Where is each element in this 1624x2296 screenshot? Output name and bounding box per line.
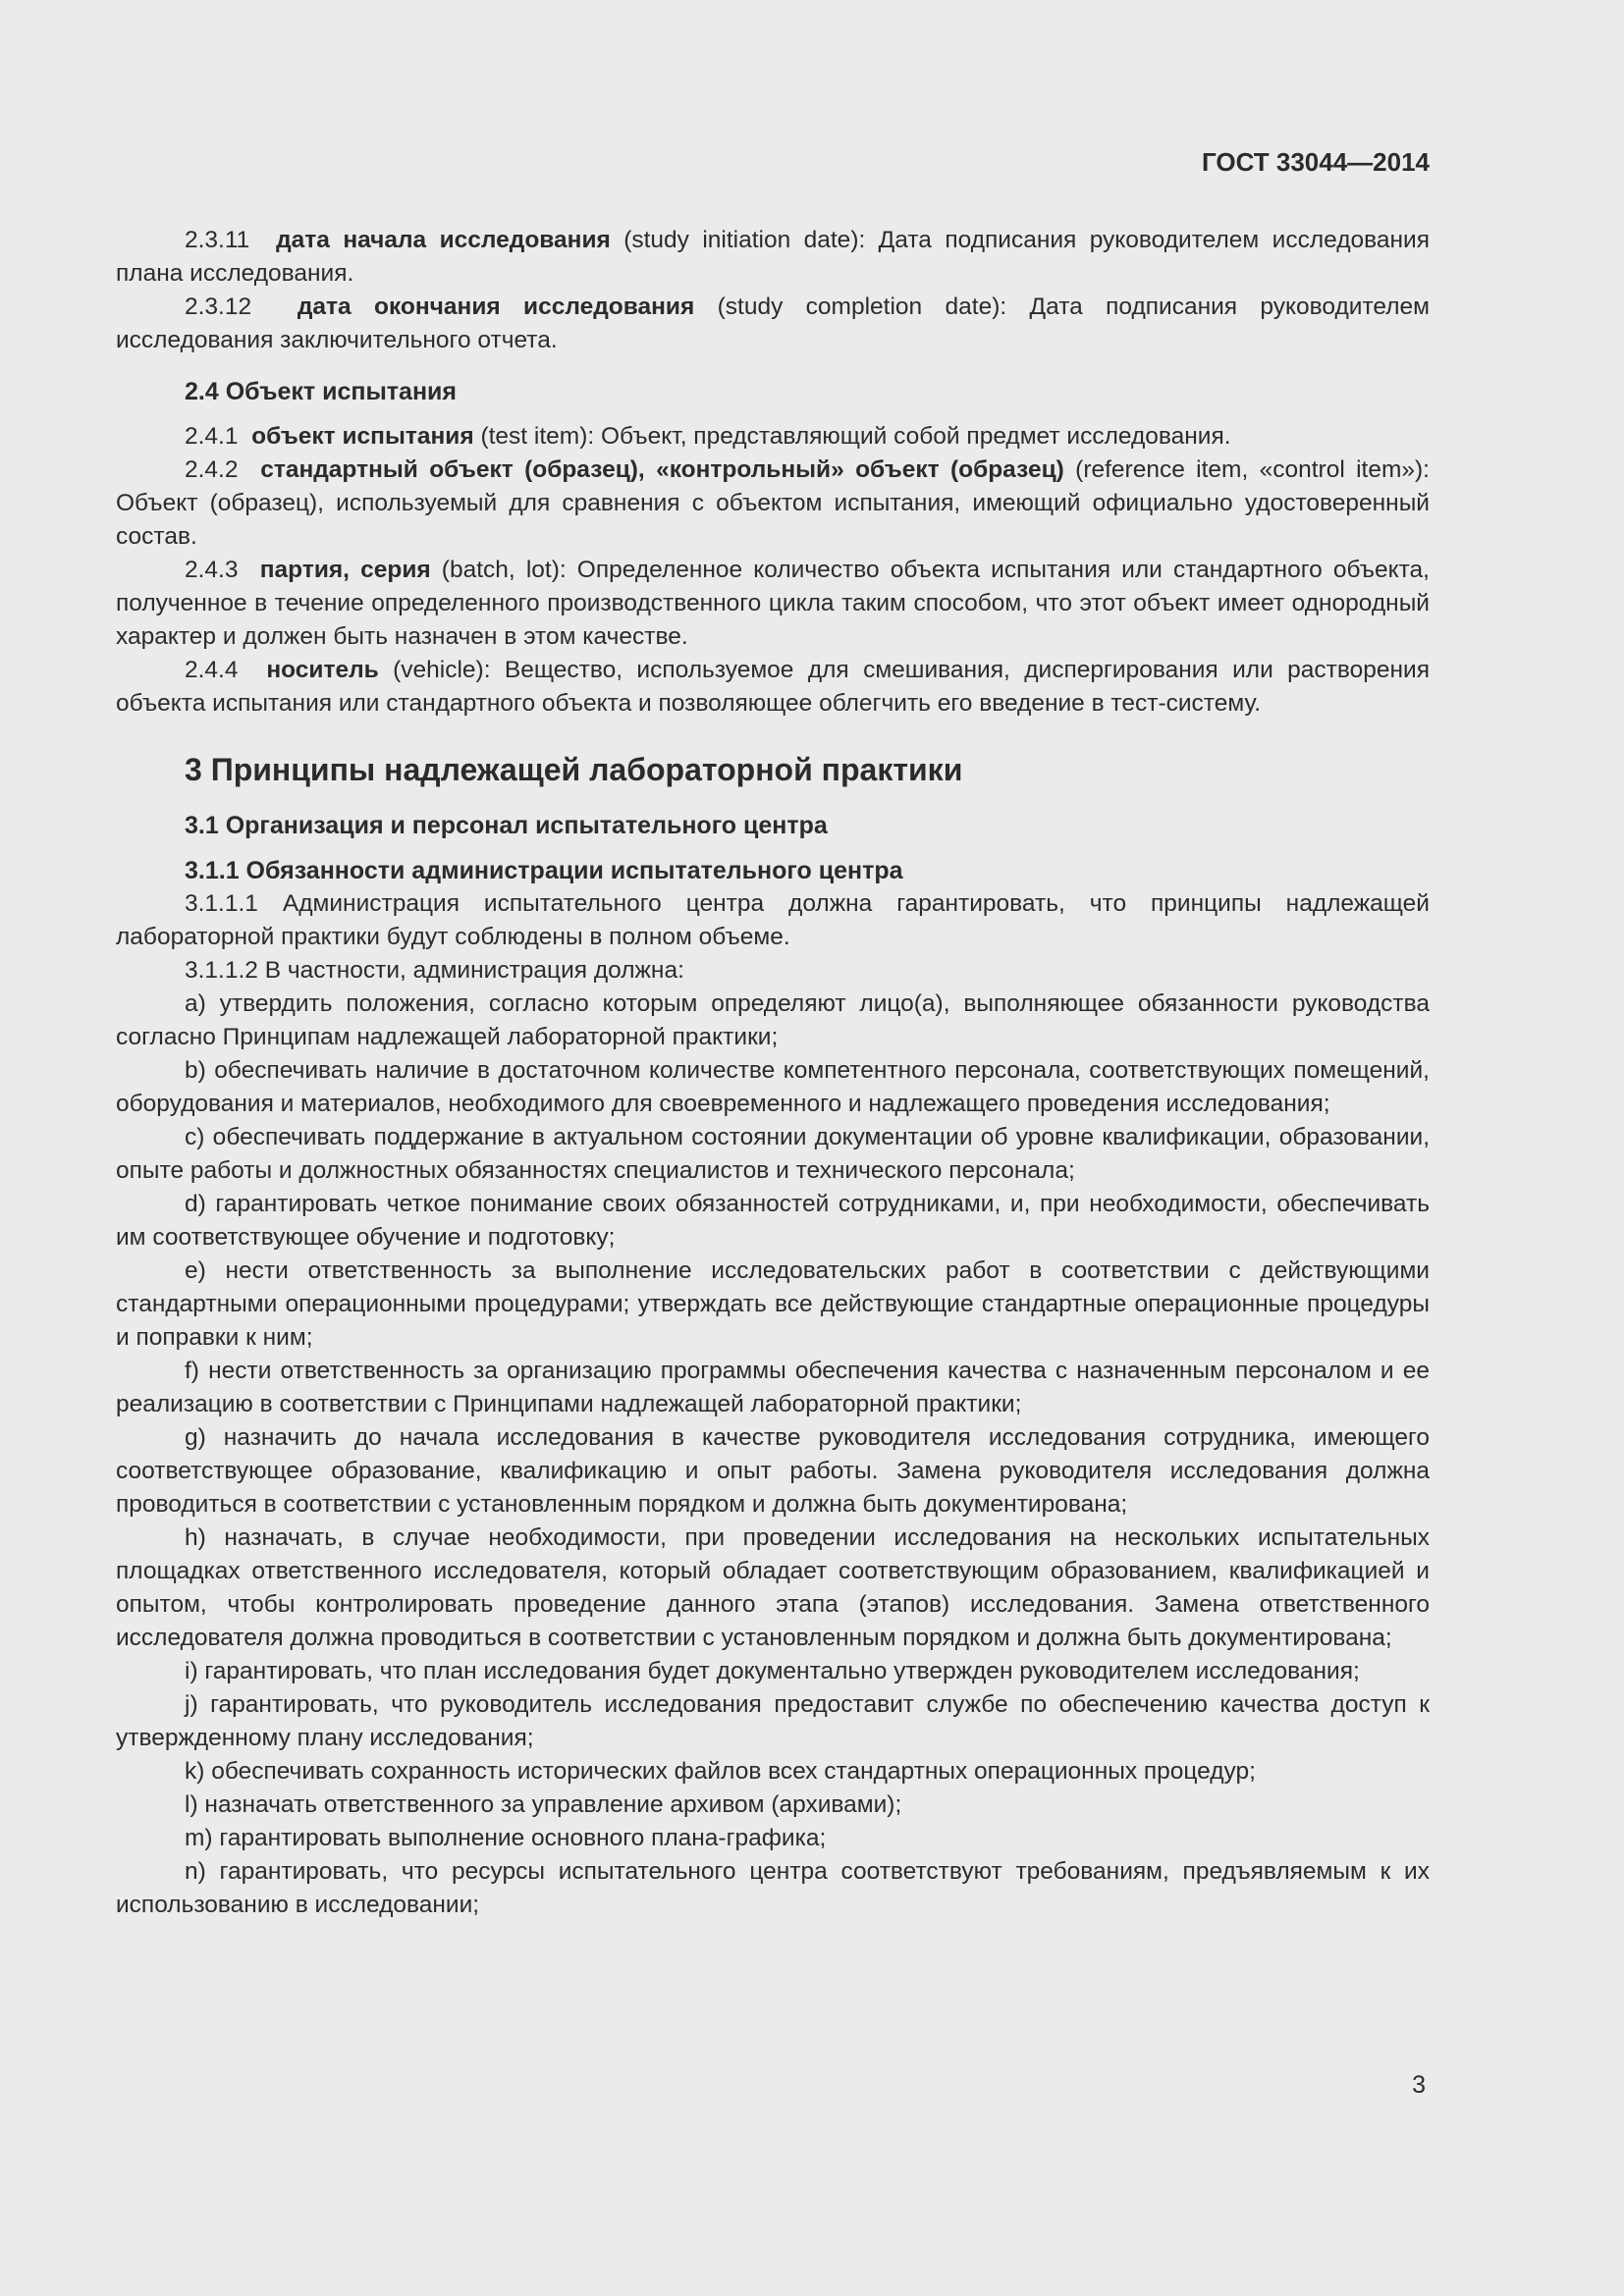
- term: дата окончания исследования: [297, 294, 695, 320]
- clause-number: 2.3.11: [185, 227, 250, 253]
- definition-text: (reference item, «control item»): Объект (образец), используемый для сравнения с объектом испытания, имеющий официально удостоверенный состав.: [116, 456, 1430, 550]
- term: партия, серия: [259, 557, 431, 583]
- section-heading-3-1: 3.1 Организация и персонал испытательного центра: [185, 812, 828, 839]
- definition-text: (test item): Объект, представляющий собой предмет исследования.: [473, 423, 1231, 450]
- list-item-a: a) утвердить положения, согласно которым определяют лицо(а), выполняющее обязанности руководства согласно Принципам надлежащей лабораторной практики;: [116, 990, 1430, 1050]
- list-item-d: d) гарантировать четкое понимание своих обязанностей сотрудниками, и, при необходимости, обеспечивать им соответствующее обучение и подготовку;: [116, 1191, 1430, 1251]
- clause-number: 2.4.2: [185, 456, 239, 483]
- subsection-heading-3-1-1: 3.1.1 Обязанности администрации испытательного центра: [185, 857, 903, 884]
- list-item-k: k) обеспечивать сохранность исторических файлов всех стандартных операционных процедур;: [185, 1758, 1256, 1785]
- list-item-f: f) нести ответственность за организацию программы обеспечения качества с назначенным персоналом и ее реализацию в соответствии с Принципами надлежащей лабораторной практики;: [116, 1358, 1430, 1417]
- list-item-l: l) назначать ответственного за управление архивом (архивами);: [185, 1791, 902, 1818]
- document-body: [116, 224, 1430, 1922]
- definition-2-4-4: [116, 654, 1430, 721]
- document-id-header: ГОСТ 33044—2014: [1202, 147, 1430, 177]
- clause-number: 2.4.4: [185, 657, 239, 683]
- list-item-j: j) гарантировать, что руководитель исследования предоставит службе по обеспечению качества доступ к утвержденному плану исследования;: [116, 1691, 1430, 1751]
- clause-number: 2.4.1: [185, 423, 239, 450]
- list-item-c: c) обеспечивать поддержание в актуальном состоянии документации об уровне квалификации, образовании, опыте работы и должностных обязанностях специалистов и технического персонала;: [116, 1124, 1430, 1184]
- list-item-e: e) нести ответственность за выполнение исследовательских работ в соответствии с действующими стандартными операционными процедурами; утверждать все действующие стандартные операционные процедуры и поправки к ним;: [116, 1257, 1430, 1351]
- definition-2-3-12: [116, 291, 1430, 357]
- definition-2-4-2: [116, 454, 1430, 554]
- term: дата начала исследования: [276, 227, 611, 253]
- definition-2-4-1: [116, 420, 1430, 454]
- term: стандартный объект (образец), «контрольный» объект (образец): [260, 456, 1064, 483]
- paragraph-3-1-1-2: 3.1.1.2 В частности, администрация должна:: [185, 957, 684, 984]
- chapter-heading-3: 3 Принципы надлежащей лабораторной практики: [185, 752, 963, 787]
- definition-2-3-11: [116, 224, 1430, 291]
- list-item-g: g) назначить до начала исследования в качестве руководителя исследования сотрудника, имеющего соответствующее образование, квалификацию и опыт работы. Замена руководителя исследования должна проводиться в соответствии с установленным порядком и должна быть документирована;: [116, 1424, 1430, 1518]
- list-item-i: i) гарантировать, что план исследования будет документально утвержден руководителем исследования;: [185, 1658, 1360, 1684]
- list-item-b: b) обеспечивать наличие в достаточном количестве компетентного персонала, соответствующих помещений, оборудования и материалов, необходимого для своевременного и надлежащего проведения исследования;: [116, 1057, 1430, 1117]
- definition-2-4-3: [116, 554, 1430, 654]
- paragraph-3-1-1-1: 3.1.1.1 Администрация испытательного центра должна гарантировать, что принципы надлежащей лабораторной практики будут соблюдены в полном объеме.: [116, 890, 1430, 950]
- term: носитель: [266, 657, 379, 683]
- definition-text: (vehicle): Вещество, используемое для смешивания, диспергирования или растворения объекта испытания или стандартного объекта и позволяющее облегчить его введение в тест-систему.: [116, 657, 1430, 717]
- definition-text: (batch, lot): Определенное количество объекта испытания или стандартного объекта, полученное в течение определенного производственного цикла таким способом, что этот объект имеет однородный характер и должен быть назначен в этом качестве.: [116, 557, 1430, 650]
- term: объект испытания: [251, 423, 474, 450]
- definition-text: (study initiation date): Дата подписания руководителем исследования плана исследования.: [116, 227, 1430, 287]
- list-item-h: h) назначать, в случае необходимости, при проведении исследования на нескольких испытательных площадках ответственного исследователя, который обладает соответствующим образованием, квалификацией и опытом, чтобы контролировать проведение данного этапа (этапов) исследования. Замена ответственного исследователя должна проводиться в соответствии с установленным порядком и должна быть документирована;: [116, 1524, 1430, 1651]
- section-heading-2-4: 2.4 Объект испытания: [185, 378, 458, 405]
- definition-text: (study completion date): Дата подписания руководителем исследования заключительного отчета.: [116, 294, 1430, 353]
- clause-number: 2.3.12: [185, 294, 252, 320]
- page-number: 3: [1412, 2071, 1426, 2099]
- clause-number: 2.4.3: [185, 557, 239, 583]
- list-item-m: m) гарантировать выполнение основного плана-графика;: [185, 1825, 827, 1851]
- list-item-n: n) гарантировать, что ресурсы испытательного центра соответствуют требованиям, предъявляемым к их использованию в исследовании;: [116, 1858, 1430, 1918]
